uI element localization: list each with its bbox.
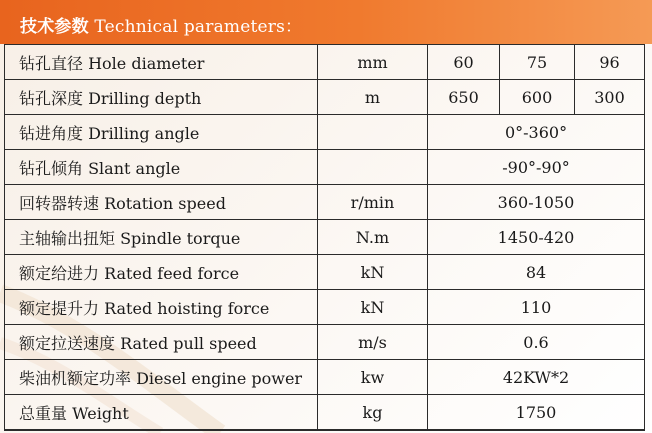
parameter-unit: kw (318, 360, 428, 395)
parameter-value: 110 (428, 290, 645, 325)
table-row (5, 150, 645, 185)
parameter-value: 300 (575, 80, 645, 115)
parameter-unit (318, 150, 428, 185)
parameter-name: 额定拉送速度 Rated pull speed (5, 325, 318, 360)
table-row (5, 45, 645, 80)
table-row (5, 325, 645, 360)
table-row (5, 220, 645, 255)
parameter-name: 回转器转速 Rotation speed (5, 185, 318, 220)
parameter-value: 1450-420 (428, 220, 645, 255)
parameter-value: 60 (428, 45, 500, 80)
table-row (5, 395, 645, 431)
parameter-value: 600 (500, 80, 575, 115)
parameter-value: 650 (428, 80, 500, 115)
technical-parameters-table (4, 44, 645, 431)
parameter-unit: N.m (318, 220, 428, 255)
parameter-value: 84 (428, 255, 645, 290)
parameter-value: 75 (500, 45, 575, 80)
parameter-value: 0°-360° (428, 115, 645, 150)
parameter-name: 柴油机额定功率 Diesel engine power (5, 360, 318, 395)
table-row (5, 360, 645, 395)
section-title (20, 12, 302, 37)
parameter-value: 42KW*2 (428, 360, 645, 395)
parameter-unit: kN (318, 290, 428, 325)
parameter-name: 钻孔倾角 Slant angle (5, 150, 318, 185)
parameter-value: 0.6 (428, 325, 645, 360)
parameter-unit (318, 115, 428, 150)
parameter-unit: kg (318, 395, 428, 431)
table-row (5, 185, 645, 220)
parameter-value: 1750 (428, 395, 645, 431)
section-title-cn: 技术参数 (20, 17, 89, 37)
table-row (5, 115, 645, 150)
parameter-value: 360-1050 (428, 185, 645, 220)
parameter-name: 钻进角度 Drilling angle (5, 115, 318, 150)
parameter-unit: r/min (318, 185, 428, 220)
parameter-name: 额定给进力 Rated feed force (5, 255, 318, 290)
parameter-value: 96 (575, 45, 645, 80)
parameter-unit: m/s (318, 325, 428, 360)
parameter-name: 主轴输出扭矩 Spindle torque (5, 220, 318, 255)
table-row (5, 80, 645, 115)
section-header-bar (0, 0, 652, 44)
parameter-value: -90°-90° (428, 150, 645, 185)
parameter-unit: mm (318, 45, 428, 80)
parameter-name: 额定提升力 Rated hoisting force (5, 290, 318, 325)
parameter-unit: m (318, 80, 428, 115)
parameter-unit: kN (318, 255, 428, 290)
section-title-en: Technical parameters： (88, 17, 303, 37)
table-row (5, 290, 645, 325)
table-row (5, 255, 645, 290)
parameter-name: 钻孔深度 Drilling depth (5, 80, 318, 115)
parameter-name: 钻孔直径 Hole diameter (5, 45, 318, 80)
parameter-name: 总重量 Weight (5, 395, 318, 431)
